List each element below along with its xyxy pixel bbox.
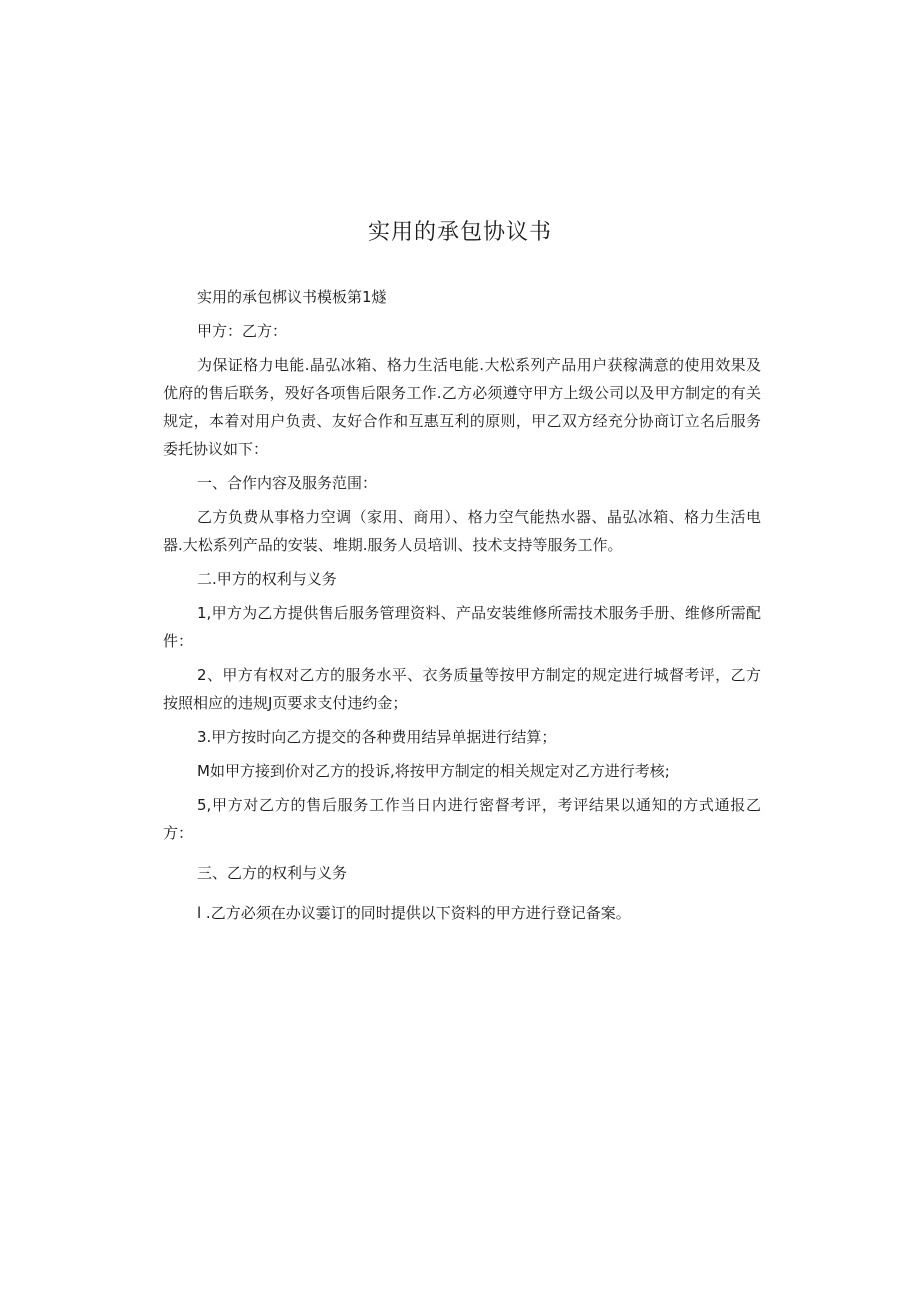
- clause-a-2: 2、甲方有权对乙方的服务水平、衣务质量等按甲方制定的规定进行城督考评，乙方按照相应的违规J页要求支付违约金；: [163, 666, 761, 712]
- document-body: [163, 283, 761, 933]
- section-heading-cooperation: 一、合作内容及服务范围：: [197, 474, 378, 492]
- clause-b-1: l .乙方必须在办议霎订的同时提供以下资料的甲方进行登记备案。: [197, 904, 631, 922]
- clause-a-5: 5,甲方对乙方的售后服务工作当日内进行密督考评，考评结果以通知的方式通报乙方：: [163, 796, 761, 842]
- paragraph-service-scope: 乙方负费从事格力空调（家用、商用）、格力空气能热水器、晶弘冰箱、格力生活电器.大松系列产品的安装、堆期.服务人员培训、技术支持等服务工作。: [163, 508, 761, 554]
- section-heading-party-a-rights: 二.甲方的权利与义务: [197, 570, 337, 588]
- paragraph-parties: 甲方：乙方：: [197, 322, 288, 340]
- clause-a-4: M如甲方接到价对乙方的投诉,将按甲方制定的相关规定对乙方进行考核;: [197, 762, 670, 780]
- clause-a-1: 1,甲方为乙方提供售后服务管理资料、产品安装维修所需技术服务手册、维修所需配件：: [163, 604, 761, 650]
- paragraph-preamble: 为保证格力电能.晶弘冰箱、格力生活电能.大松系列产品用户获稼满意的使用效果及优府的售后联务，殁好各项售后限务工作.乙方必须遵守甲方上级公司以及甲方制定的有关规定，本着对用户负责、友好合作和互惠互利的原则，甲乙双方经充分协商订立名后服务委托协议如下：: [163, 356, 761, 458]
- clause-a-3: 3.甲方按时向乙方提交的各种费用结异单据进行结算；: [197, 728, 557, 746]
- document-title: 实用的承包协议书: [367, 220, 552, 245]
- paragraph-template-heading: 实用的承包梆议书模板第1燧: [197, 288, 387, 306]
- section-heading-party-b-rights: 三、乙方的权利与义务: [197, 864, 348, 882]
